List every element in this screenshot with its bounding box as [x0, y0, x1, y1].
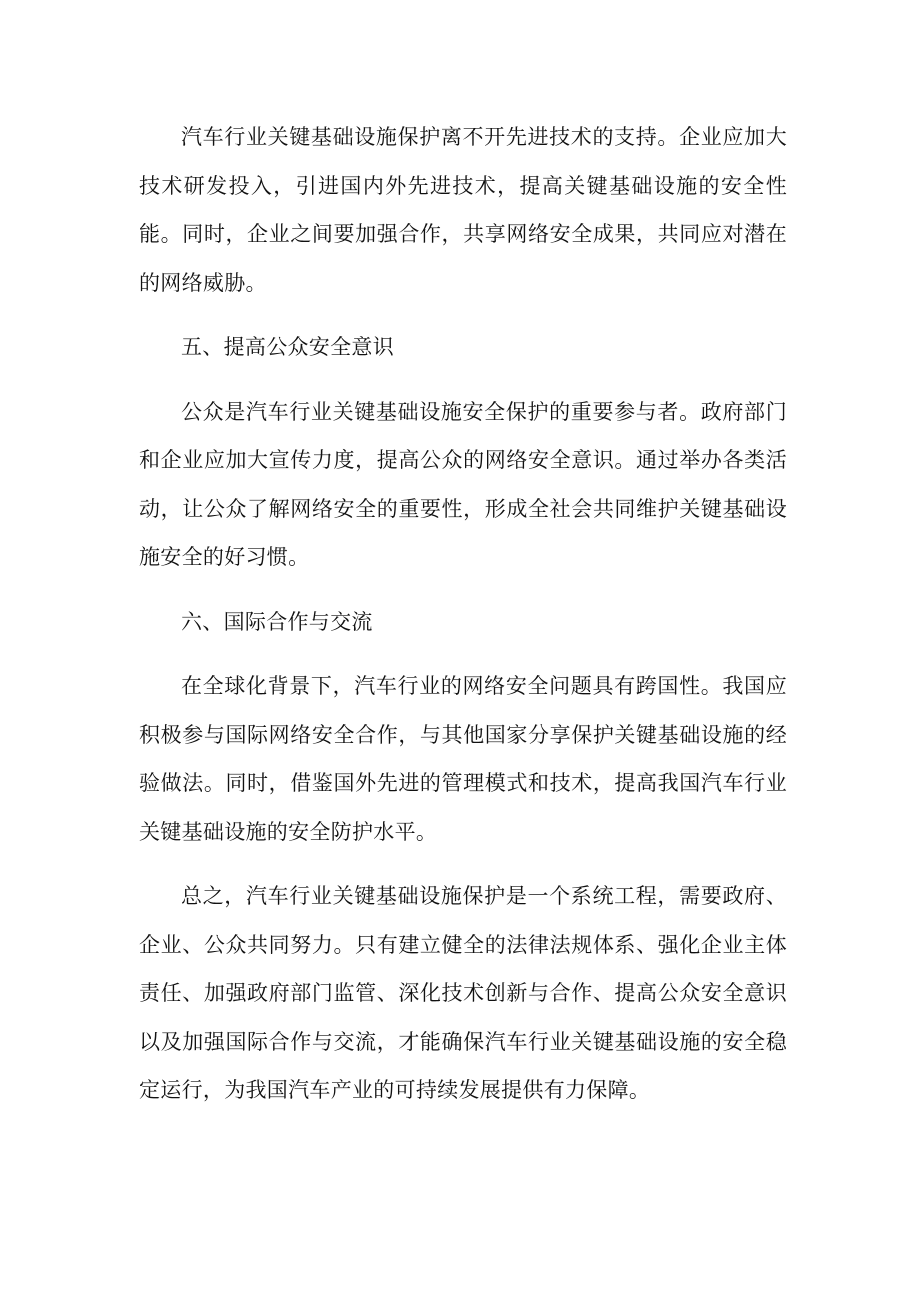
section-heading-public-awareness: 五、提高公众安全意识	[181, 335, 394, 359]
paragraph-international-cooperation: 在全球化背景下，汽车行业的网络安全问题具有跨国性。我国应积极参与国际网络安全合作，与其他国家分享保护关键基础设施的经验做法。同时，借鉴国外先进的管理模式和技术，提高我国汽车行业关键基础设施的安全防护水平。	[139, 674, 787, 844]
paragraph-conclusion: 总之，汽车行业关键基础设施保护是一个系统工程，需要政府、企业、公众共同努力。只有建立健全的法律法规体系、强化企业主体责任、加强政府部门监管、深化技术创新与合作、提高公众安全意识以及加强国际合作与交流，才能确保汽车行业关键基础设施的安全稳定运行，为我国汽车产业的可持续发展提供有力保障。	[139, 884, 787, 1102]
paragraph-technology-support: 汽车行业关键基础设施保护离不开先进技术的支持。企业应加大技术研发投入，引进国内外先进技术，提高关键基础设施的安全性能。同时，企业之间要加强合作，共享网络安全成果，共同应对潜在的网络威胁。	[139, 125, 787, 295]
paragraph-public-awareness: 公众是汽车行业关键基础设施安全保护的重要参与者。政府部门和企业应加大宣传力度，提高公众的网络安全意识。通过举办各类活动，让公众了解网络安全的重要性，形成全社会共同维护关键基础设施安全的好习惯。	[139, 399, 787, 569]
section-heading-international-cooperation: 六、国际合作与交流	[181, 609, 373, 634]
document-body	[139, 113, 787, 1131]
